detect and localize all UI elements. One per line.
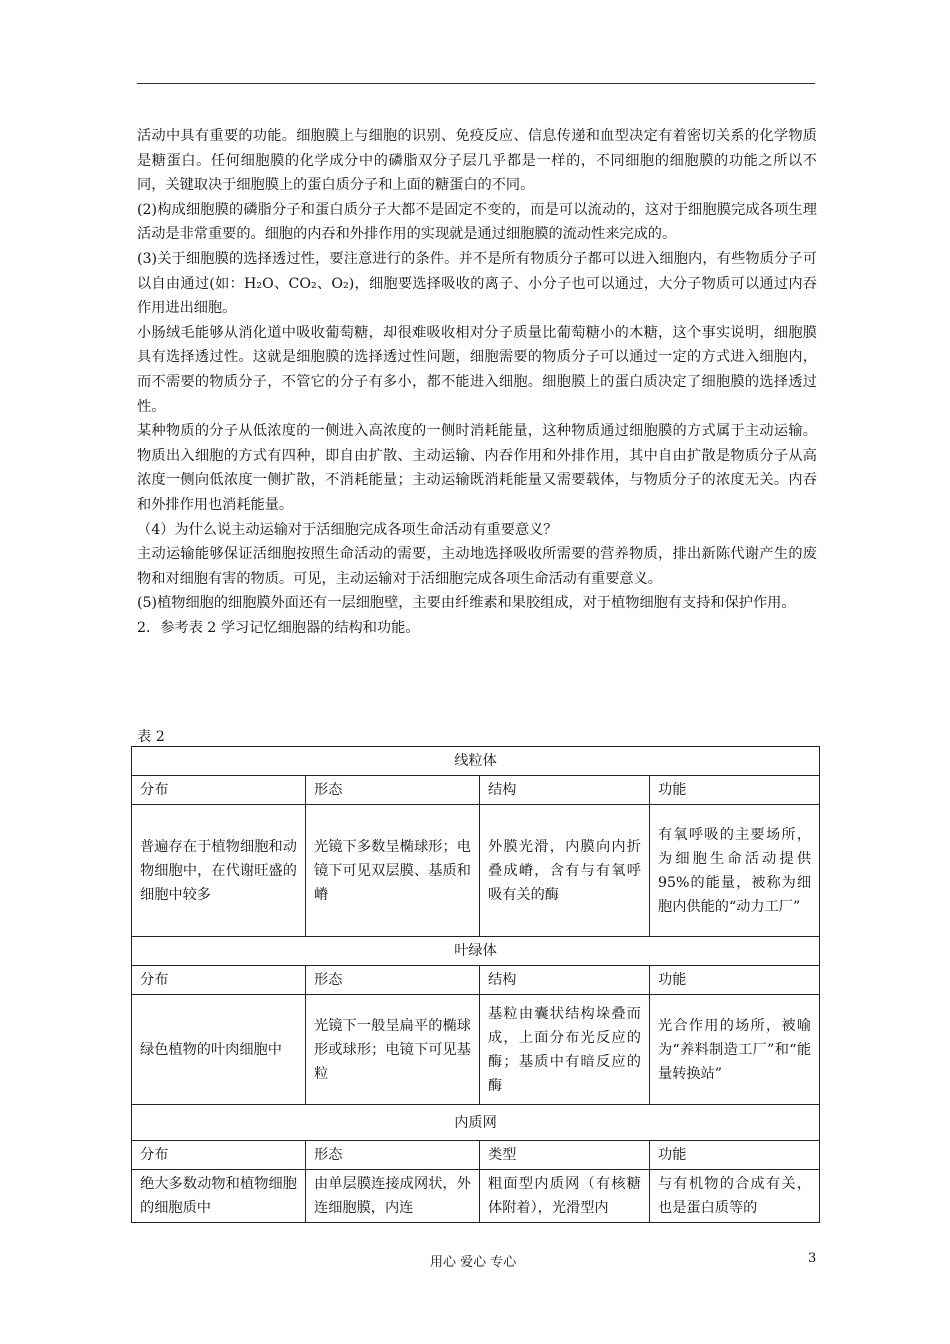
organelle-table <box>131 746 820 1223</box>
table-cell: 由单层膜连接成网状，外连细胞膜，内连 <box>306 1170 480 1223</box>
paragraph: 小肠绒毛能够从消化道中吸收葡萄糖，却很难吸收相对分子质量比葡萄糖小的木糖，这个事实说明，细胞膜具有选择透过性。这就是细胞膜的选择透过性问题，细胞需要的物质分子可以通过一定的方式进入细胞内，而不需要的物质分子，不管它的分子有多小，都不能进入细胞。细胞膜上的蛋白质决定了细胞膜的选择透过性。 <box>137 324 817 415</box>
section-title: 内质网 <box>132 1105 820 1141</box>
table-row <box>132 995 820 1105</box>
column-header: 分布 <box>132 776 306 805</box>
table-label: 表 2 <box>137 729 165 745</box>
table-row <box>132 805 820 937</box>
column-header: 形态 <box>306 966 480 995</box>
table-cell: 光镜下多数呈椭球形；电镜下可见双层膜、基质和嵴 <box>306 805 480 937</box>
column-header: 功能 <box>650 776 820 805</box>
column-header-row <box>132 776 820 805</box>
table-cell: 普遍存在于植物细胞和动物细胞中，在代谢旺盛的细胞中较多 <box>132 805 306 937</box>
paragraph: (2)构成细胞膜的磷脂分子和蛋白质分子大都不是固定不变的，而是可以流动的，这对于细胞膜完成各项生理活动是非常重要的。细胞的内吞和外排作用的实现就是通过细胞膜的流动性来完成的。 <box>137 201 817 243</box>
column-header: 分布 <box>132 966 306 995</box>
body-text <box>137 124 817 640</box>
column-header: 结构 <box>480 776 650 805</box>
header-rule <box>137 83 815 84</box>
table-cell: 外膜光滑，内膜向内折叠成嵴，含有与有氧呼吸有关的酶 <box>480 805 650 937</box>
column-header: 结构 <box>480 966 650 995</box>
column-header: 功能 <box>650 966 820 995</box>
section-title: 叶绿体 <box>132 937 820 966</box>
table-row <box>132 1170 820 1223</box>
column-header: 形态 <box>306 776 480 805</box>
table-cell: 与有机物的合成有关，也是蛋白质等的 <box>650 1170 820 1223</box>
paragraph: (5)植物细胞的细胞膜外面还有一层细胞壁，主要由纤维素和果胶组成，对于植物细胞有支持和保护作用。 <box>137 595 796 612</box>
paragraph: 2．参考表 2 学习记忆细胞器的结构和功能。 <box>137 619 420 636</box>
table-cell: 基粒由囊状结构垛叠而成，上面分布光反应的酶；基质中有暗反应的酶 <box>480 995 650 1105</box>
column-header: 功能 <box>650 1141 820 1170</box>
column-header: 分布 <box>132 1141 306 1170</box>
table-cell: 有氧呼吸的主要场所，为细胞生命活动提供 95%的能量，被称为细胞内供能的“动力工厂” <box>650 805 820 937</box>
table-cell: 绿色植物的叶肉细胞中 <box>132 995 306 1105</box>
paragraph: (3)关于细胞膜的选择透过性，要注意进行的条件。并不是所有物质分子都可以进入细胞内，有些物质分子可以自由通过(如：H₂O、CO₂、O₂)，细胞要选择吸收的离子、小分子也可以通过，大分子物质可以通过内吞作用进出细胞。 <box>137 250 817 317</box>
section-title: 线粒体 <box>132 747 820 776</box>
paragraph: 活动中具有重要的功能。细胞膜上与细胞的识别、免疫反应、信息传递和血型决定有着密切关系的化学物质是糖蛋白。任何细胞膜的化学成分中的磷脂双分子层几乎都是一样的，不同细胞的细胞膜的功能之所以不同，关键取决于细胞膜上的蛋白质分子和上面的糖蛋白的不同。 <box>137 128 817 194</box>
column-header: 类型 <box>480 1141 650 1170</box>
page-number: 3 <box>808 1251 817 1266</box>
table-cell: 光镜下一般呈扁平的椭球形或球形；电镜下可见基粒 <box>306 995 480 1105</box>
table-cell: 光合作用的场所，被喻为“养料制造工厂”和“能量转换站” <box>650 995 820 1105</box>
section-header-row <box>132 747 820 776</box>
column-header-row <box>132 966 820 995</box>
column-header-row <box>132 1141 820 1170</box>
section-header-row <box>132 937 820 966</box>
paragraph: 某种物质的分子从低浓度的一侧进入高浓度的一侧时消耗能量，这种物质通过细胞膜的方式属于主动运输。物质出入细胞的方式有四种，即自由扩散、主动运输、内吞作用和外排作用，其中自由扩散是物质分子从高浓度一侧向低浓度一侧扩散，不消耗能量；主动运输既消耗能量又需要载体，与物质分子的浓度无关。内吞和外排作用也消耗能量。 <box>137 423 817 513</box>
section-header-row <box>132 1105 820 1141</box>
table-cell: 绝大多数动物和植物细胞的细胞质中 <box>132 1170 306 1223</box>
column-header: 形态 <box>306 1141 480 1170</box>
footer-motto: 用心 爱心 专心 <box>430 1255 517 1270</box>
table-cell: 粗面型内质网（有核糖体附着），光滑型内 <box>480 1170 650 1223</box>
paragraph: （4）为什么说主动运输对于活细胞完成各项生命活动有重要意义？ <box>137 521 558 538</box>
paragraph: 主动运输能够保证活细胞按照生命活动的需要，主动地选择吸收所需要的营养物质，排出新陈代谢产生的废物和对细胞有害的物质。可见，主动运输对于活细胞完成各项生命活动有重要意义。 <box>137 546 817 587</box>
